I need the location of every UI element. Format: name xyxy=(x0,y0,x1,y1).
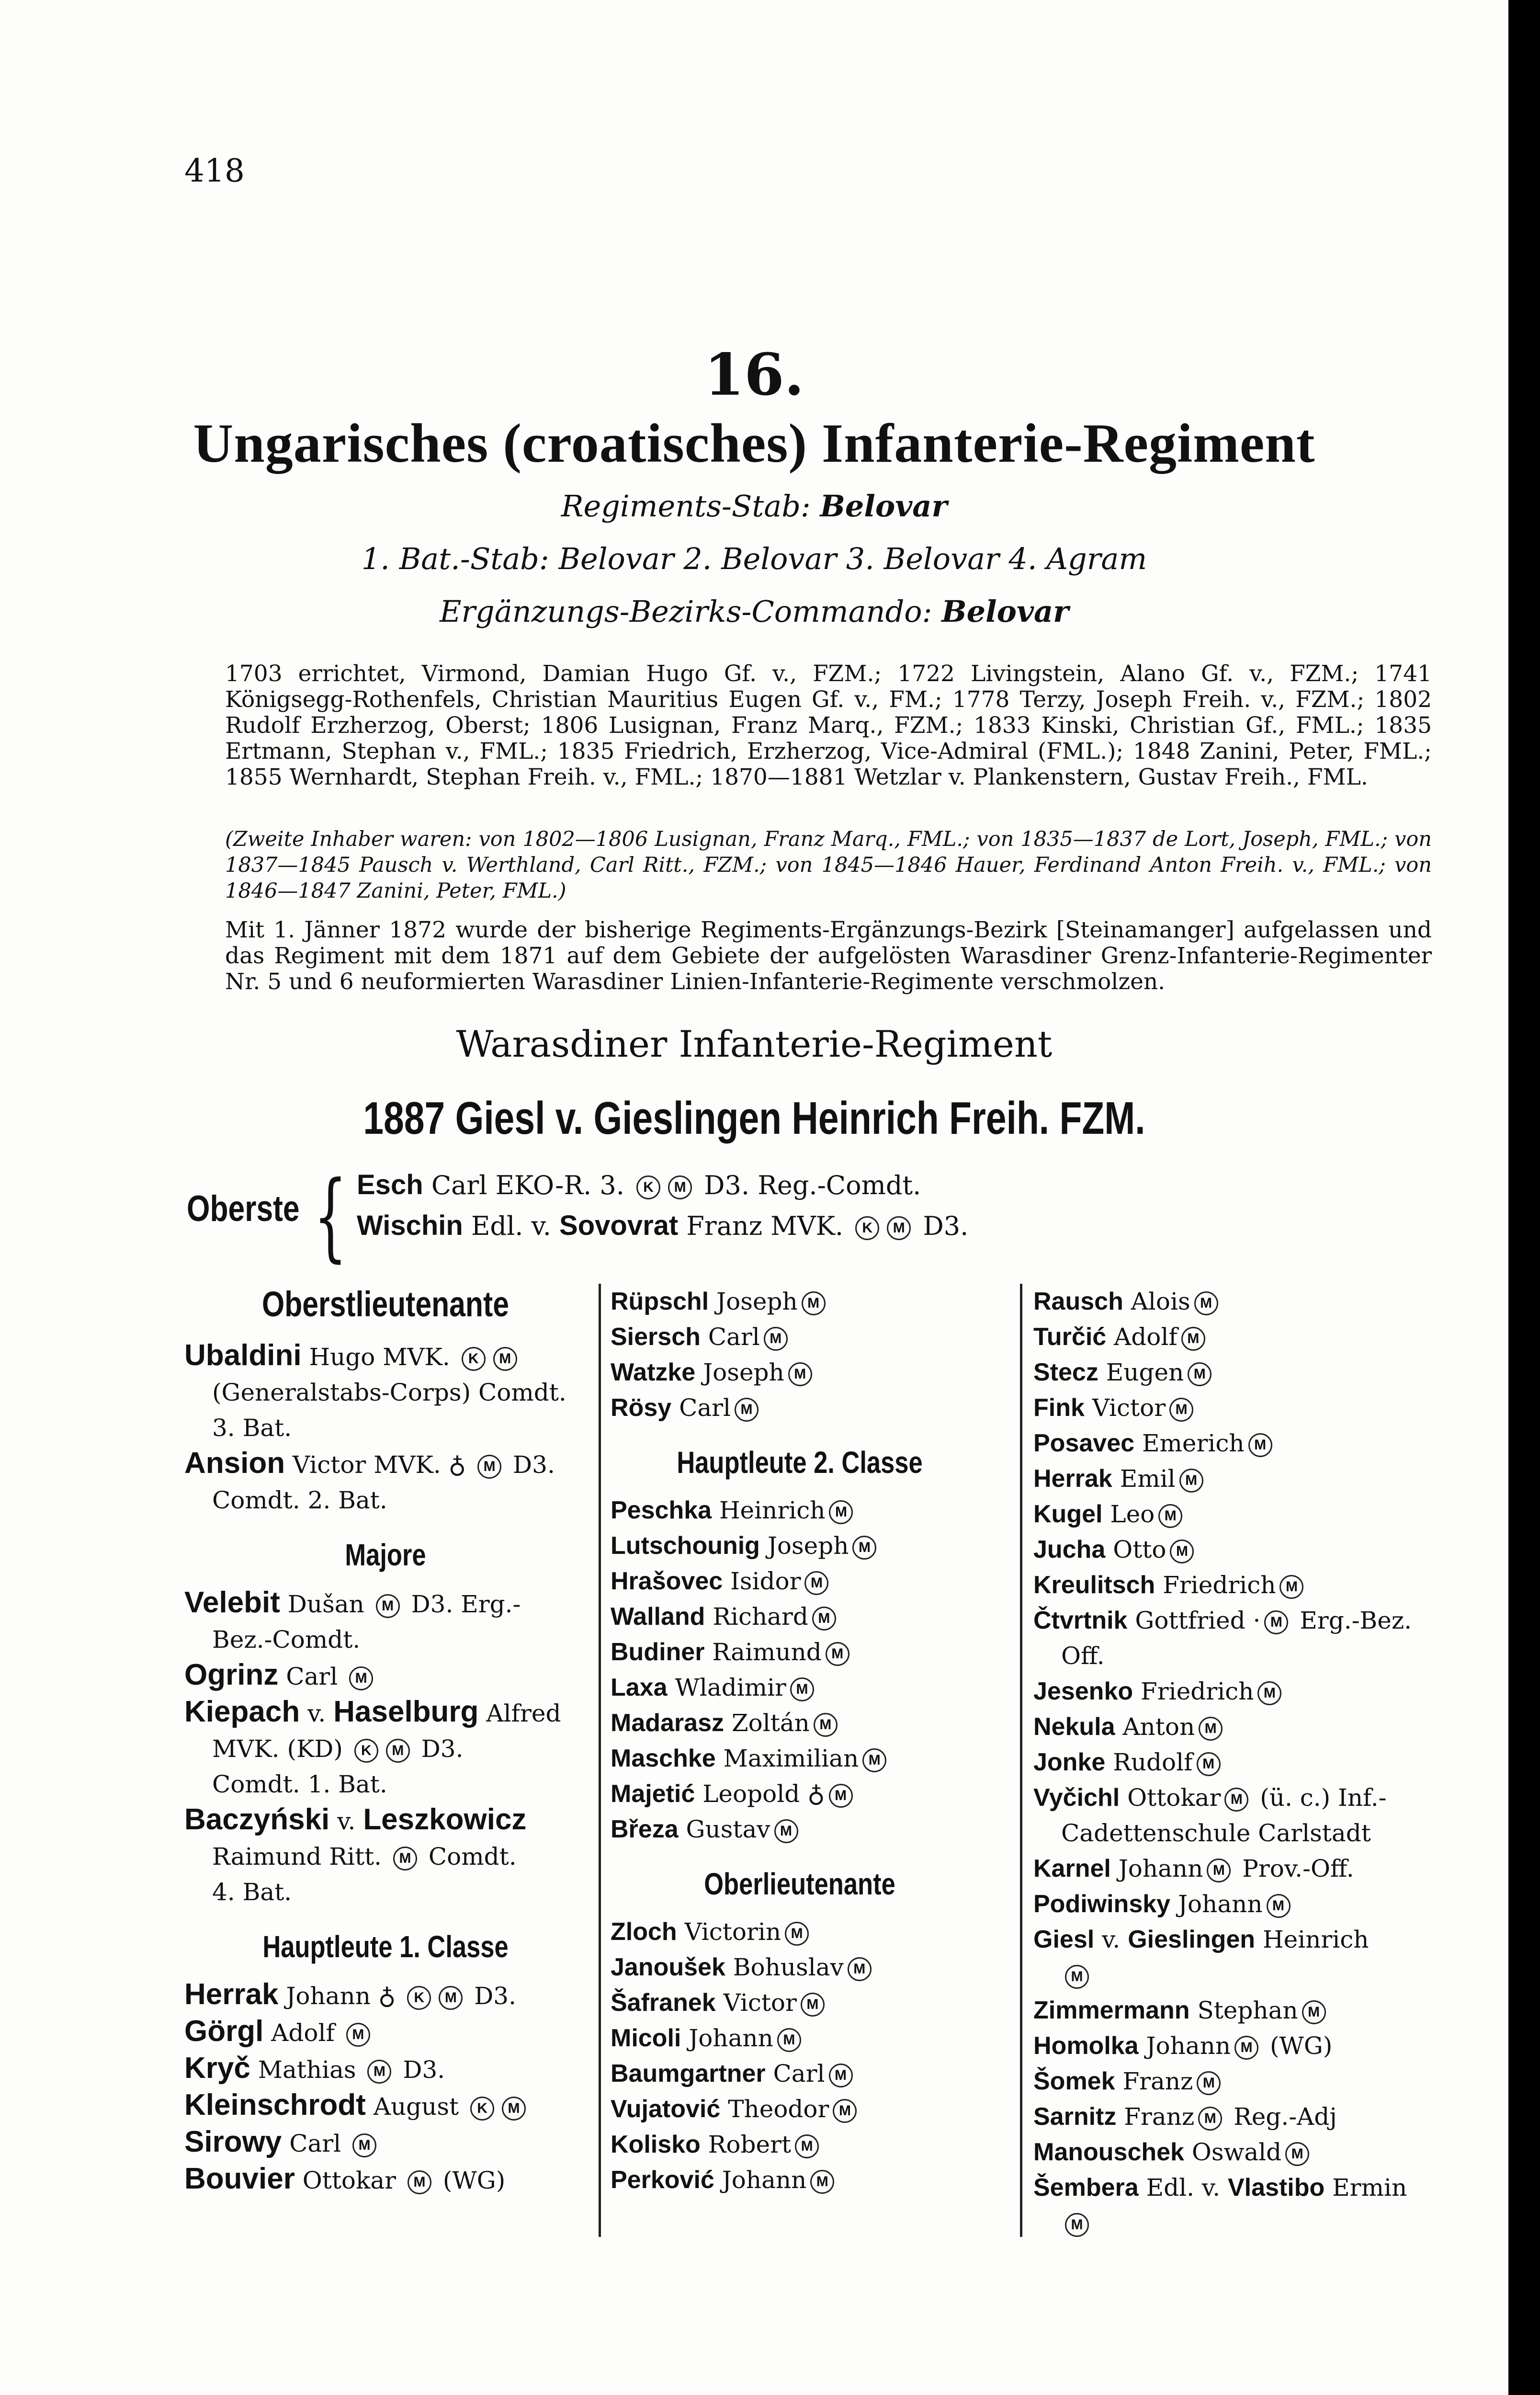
m-badge-icon: M xyxy=(852,1536,876,1560)
list-item: Vyčichl Ottokar M (ü. c.) Inf.- Cadettenschule Carlstadt xyxy=(1033,1784,1387,1847)
list-item: Kolisko Robert M xyxy=(611,2127,989,2162)
m-badge-icon: M xyxy=(1234,2036,1258,2060)
list-item: Ubaldini Hugo MVK. K M (Generalstabs-Corps) Comdt. 3. Bat. xyxy=(184,1339,566,1442)
list-item: Hrašovec Isidor M xyxy=(611,1563,989,1599)
m-badge-icon: M xyxy=(1199,1717,1223,1741)
m-badge-icon: M xyxy=(1198,2107,1222,2131)
column-3 xyxy=(1033,1284,1431,2241)
list-item: Herrak Emil M xyxy=(1033,1461,1431,1496)
m-badge-icon: M xyxy=(829,2064,853,2087)
list-item: Čtvrtnik Gottfried · M Erg.-Bez. Off. xyxy=(1033,1607,1412,1670)
m-badge-icon: M xyxy=(1194,1291,1218,1315)
m-badge-icon: M xyxy=(1065,1965,1089,1989)
ergaenzung-label: Ergänzungs-Bezirks-Commando: xyxy=(440,594,932,629)
page-title: Ungarisches (croatisches) Infanterie-Regiment xyxy=(193,413,1315,474)
list-item: Podiwinsky Johann M xyxy=(1033,1886,1431,1922)
list-item: Majetić Leopold ♁ M xyxy=(611,1776,989,1812)
column-divider xyxy=(1020,1284,1022,2237)
list-item: Turčić Adolf M xyxy=(1033,1319,1431,1355)
list-item: Kryč Mathias M D3. xyxy=(184,2052,445,2085)
oberste-label: Oberste xyxy=(187,1188,300,1229)
column-1 xyxy=(184,1284,587,2198)
history-paragraph-2: (Zweite Inhaber waren: von 1802—1806 Lusignan, Franz Marq., FML.; von 1835—1837 de Lort, Joseph, FML.; von 1837—1845 Pausch v. Werthland, Carl Ritt., FZM.; von 1845—1846 Hauer, Ferdinand Anton Freih. v., FML.; von 1846—1847 Zanini, Peter, FML.) xyxy=(225,827,1432,903)
section-header: Hauptleute 2. Classe xyxy=(677,1445,923,1480)
page-number: 418 xyxy=(184,152,245,189)
oberst-entry: Wischin Edl. v. Sovovrat Franz MVK. K M D3. xyxy=(357,1210,969,1241)
k-badge-icon: K xyxy=(470,2097,494,2121)
section-header: Majore xyxy=(345,1538,426,1572)
m-badge-icon: M xyxy=(1280,1575,1303,1599)
m-badge-icon: M xyxy=(790,1677,814,1701)
regiments-stab xyxy=(0,489,1508,524)
m-badge-icon: M xyxy=(477,1455,501,1479)
m-badge-icon: M xyxy=(1197,1752,1221,1776)
list-item: Rausch Alois M xyxy=(1033,1284,1431,1319)
regiment-proprietor: 1887 Giesl v. Gieslingen Heinrich Freih. FZM. xyxy=(363,1093,1145,1144)
m-badge-icon: M xyxy=(785,1922,809,1946)
m-badge-icon: M xyxy=(349,1666,373,1690)
k-badge-icon: K xyxy=(462,1347,486,1371)
m-badge-icon: M xyxy=(848,1957,872,1981)
m-badge-icon: M xyxy=(1170,1540,1194,1563)
m-badge-icon: M xyxy=(408,2170,431,2194)
list-item: Madarasz Zoltán M xyxy=(611,1705,989,1741)
m-badge-icon: M xyxy=(829,1784,853,1808)
m-badge-icon: M xyxy=(1169,1398,1193,1422)
section-header: Oberlieutenante xyxy=(704,1867,895,1901)
m-badge-icon: M xyxy=(829,1500,853,1524)
m-badge-icon: M xyxy=(1267,1894,1291,1918)
k-badge-icon: K xyxy=(407,1986,431,2010)
list-item: Maschke Maximilian M xyxy=(611,1741,989,1776)
m-badge-icon: M xyxy=(1224,1788,1248,1812)
list-item: Giesl v. Gieslingen Heinrich M xyxy=(1033,1922,1431,1993)
m-badge-icon: M xyxy=(352,2133,376,2157)
list-item: Siersch Carl M xyxy=(611,1319,989,1355)
list-item: Kiepach v. Haselburg Alfred MVK. (KD) K M D3. Comdt. 1. Bat. xyxy=(184,1695,561,1798)
m-badge-icon: M xyxy=(810,2170,834,2194)
m-badge-icon: M xyxy=(1248,1433,1272,1457)
section-header: Oberstlieutenante xyxy=(262,1284,509,1324)
list-item: Rösy Carl M xyxy=(611,1390,989,1426)
ergaenzung-value: Belovar xyxy=(941,594,1069,629)
m-badge-icon: M xyxy=(386,1739,410,1763)
list-item: Micoli Johann M xyxy=(611,2020,989,2056)
list-item: Watzke Joseph M xyxy=(611,1355,989,1390)
list-item: Stecz Eugen M xyxy=(1033,1355,1431,1390)
k-badge-icon: K xyxy=(636,1175,660,1199)
section-header: Hauptleute 1. Classe xyxy=(262,1929,509,1964)
m-badge-icon: M xyxy=(1264,1610,1288,1634)
list-item: Perković Johann M xyxy=(611,2162,989,2198)
list-item: Baczyński v. Leszkowicz Raimund Ritt. M Comdt. 4. Bat. xyxy=(184,1803,527,1906)
list-item: Sirowy Carl M xyxy=(184,2124,587,2161)
list-item: Velebit Dušan M D3. Erg.- Bez.-Comdt. xyxy=(184,1586,521,1654)
battalion-stab: 1. Bat.-Stab: Belovar 2. Belovar 3. Belovar 4. Agram xyxy=(361,541,1147,576)
regiment-name: Warasdiner Infanterie-Regiment xyxy=(456,1023,1053,1065)
list-item: Kreulitsch Friedrich M xyxy=(1033,1567,1431,1603)
m-badge-icon: M xyxy=(887,1216,911,1240)
m-badge-icon: M xyxy=(1197,2071,1221,2095)
list-item: Jonke Rudolf M xyxy=(1033,1745,1431,1780)
list-item: Budiner Raimund M xyxy=(611,1634,989,1670)
ergaenzung-bezirk xyxy=(0,594,1508,629)
list-item: Herrak Johann ♁ K M D3. xyxy=(184,1978,517,2011)
regiments-stab-label: Regiments-Stab: xyxy=(561,489,811,524)
m-badge-icon: M xyxy=(812,1607,836,1631)
list-item: Bouvier Ottokar M (WG) xyxy=(184,2162,506,2195)
m-badge-icon: M xyxy=(1302,2000,1326,2024)
list-item: Jucha Otto M xyxy=(1033,1532,1431,1567)
list-item: Lutschounig Joseph M xyxy=(611,1528,989,1563)
m-badge-icon: M xyxy=(777,2028,801,2052)
list-item: Šembera Edl. v. Vlastibo Ermin M xyxy=(1033,2170,1431,2241)
history-paragraph-3: Mit 1. Jänner 1872 wurde der bisherige Regiments-Ergänzungs-Bezirk [Steinamanger] aufgelassen und das Regiment mit dem 1871 auf dem Gebiete der aufgelösten Warasdiner Grenz-Infanterie-Regimenter Nr. 5 und 6 neuformierten Warasdiner Linien-Infanterie-Regimente verschmolzen. xyxy=(225,917,1432,995)
list-item: Laxa Wladimir M xyxy=(611,1670,989,1705)
m-badge-icon: M xyxy=(802,1291,826,1315)
m-badge-icon: M xyxy=(801,1993,825,2017)
list-item: Vujatović Theodor M xyxy=(611,2091,989,2127)
list-item: Baumgartner Carl M xyxy=(611,2056,989,2091)
list-item: Březa Gustav M xyxy=(611,1812,989,1847)
list-item: Šafranek Victor M xyxy=(611,1985,989,2020)
list-item: Kugel Leo M xyxy=(1033,1496,1431,1532)
list-item: Ogrinz Carl M xyxy=(184,1657,587,1694)
regiments-stab-value: Belovar xyxy=(820,489,948,524)
regiment-number: 16. xyxy=(704,341,804,409)
m-badge-icon: M xyxy=(1179,1469,1203,1493)
m-badge-icon: M xyxy=(1158,1504,1182,1528)
list-item: Zimmermann Stephan M xyxy=(1033,1993,1431,2028)
column-2 xyxy=(611,1284,989,2198)
brace-icon: { xyxy=(314,1161,347,1272)
list-item: Zloch Victorin M xyxy=(611,1914,989,1950)
k-badge-icon: K xyxy=(354,1739,378,1763)
list-item: Jesenko Friedrich M xyxy=(1033,1674,1431,1709)
m-badge-icon: M xyxy=(1181,1327,1205,1351)
list-item: Walland Richard M xyxy=(611,1599,989,1634)
list-item: Manouschek Oswald M xyxy=(1033,2134,1431,2170)
history-paragraph-1: 1703 errichtet, Virmond, Damian Hugo Gf. v., FZM.; 1722 Livingstein, Alano Gf. v., FZM.; 1741 Königsegg-Rothenfels, Christian Mauritius Eugen Gf. v., FM.; 1778 Terzy, Joseph Freih. v., FZM.; 1802 Rudolf Erzherzog, Oberst; 1806 Lusignan, Franz Marq., FZM.; 1833 Kinski, Christian Gf., FML.; 1835 Ertmann, Stephan v., FML.; 1835 Friedrich, Erzherzog, Vice-Admiral (FML.); 1848 Zanini, Peter, FML.; 1855 Wernhardt, Stephan Freih. v., FML.; 1870—1881 Wetzlar v. Plankenstern, Gustav Freih., FML. xyxy=(225,661,1432,790)
m-badge-icon: M xyxy=(346,2023,370,2047)
list-item: Peschka Heinrich M xyxy=(611,1493,989,1528)
m-badge-icon: M xyxy=(493,1347,517,1371)
m-badge-icon: M xyxy=(502,2097,526,2121)
list-item: Homolka Johann M (WG) xyxy=(1033,2032,1333,2060)
m-badge-icon: M xyxy=(668,1175,692,1199)
m-badge-icon: M xyxy=(804,1571,828,1595)
list-item: Görgl Adolf M xyxy=(184,2014,587,2051)
m-badge-icon: M xyxy=(764,1327,788,1351)
m-badge-icon: M xyxy=(1065,2213,1089,2237)
list-item: Ansion Victor MVK. ♁ M D3. Comdt. 2. Bat. xyxy=(184,1447,555,1514)
list-item: Posavec Emerich M xyxy=(1033,1426,1431,1461)
m-badge-icon: M xyxy=(735,1398,759,1422)
list-item: Rüpschl Joseph M xyxy=(611,1284,989,1319)
m-badge-icon: M xyxy=(1257,1681,1281,1705)
m-badge-icon: M xyxy=(1285,2142,1309,2166)
m-badge-icon: M xyxy=(795,2134,819,2158)
oberst-entry: Esch Carl EKO-R. 3. K M D3. Reg.-Comdt. xyxy=(357,1169,921,1200)
list-item: Fink Victor M xyxy=(1033,1390,1431,1426)
k-badge-icon: K xyxy=(855,1216,879,1240)
m-badge-icon: M xyxy=(814,1713,838,1737)
column-divider xyxy=(599,1284,601,2237)
m-badge-icon: M xyxy=(774,1819,798,1843)
list-item: Sarnitz Franz M Reg.-Adj xyxy=(1033,2103,1337,2131)
m-badge-icon: M xyxy=(833,2099,857,2123)
list-item: Janoušek Bohuslav M xyxy=(611,1950,989,1985)
m-badge-icon: M xyxy=(826,1642,849,1666)
list-item: Kleinschrodt August K M xyxy=(184,2087,587,2124)
m-badge-icon: M xyxy=(439,1986,463,2010)
list-item: Karnel Johann M Prov.-Off. xyxy=(1033,1855,1354,1882)
m-badge-icon: M xyxy=(1207,1859,1231,1882)
m-badge-icon: M xyxy=(1188,1362,1212,1386)
list-item: Nekula Anton M xyxy=(1033,1709,1431,1745)
list-item: Šomek Franz M xyxy=(1033,2064,1431,2099)
m-badge-icon: M xyxy=(367,2060,391,2084)
m-badge-icon: M xyxy=(788,1362,812,1386)
m-badge-icon: M xyxy=(376,1594,400,1618)
m-badge-icon: M xyxy=(393,1847,417,1870)
m-badge-icon: M xyxy=(862,1748,886,1772)
